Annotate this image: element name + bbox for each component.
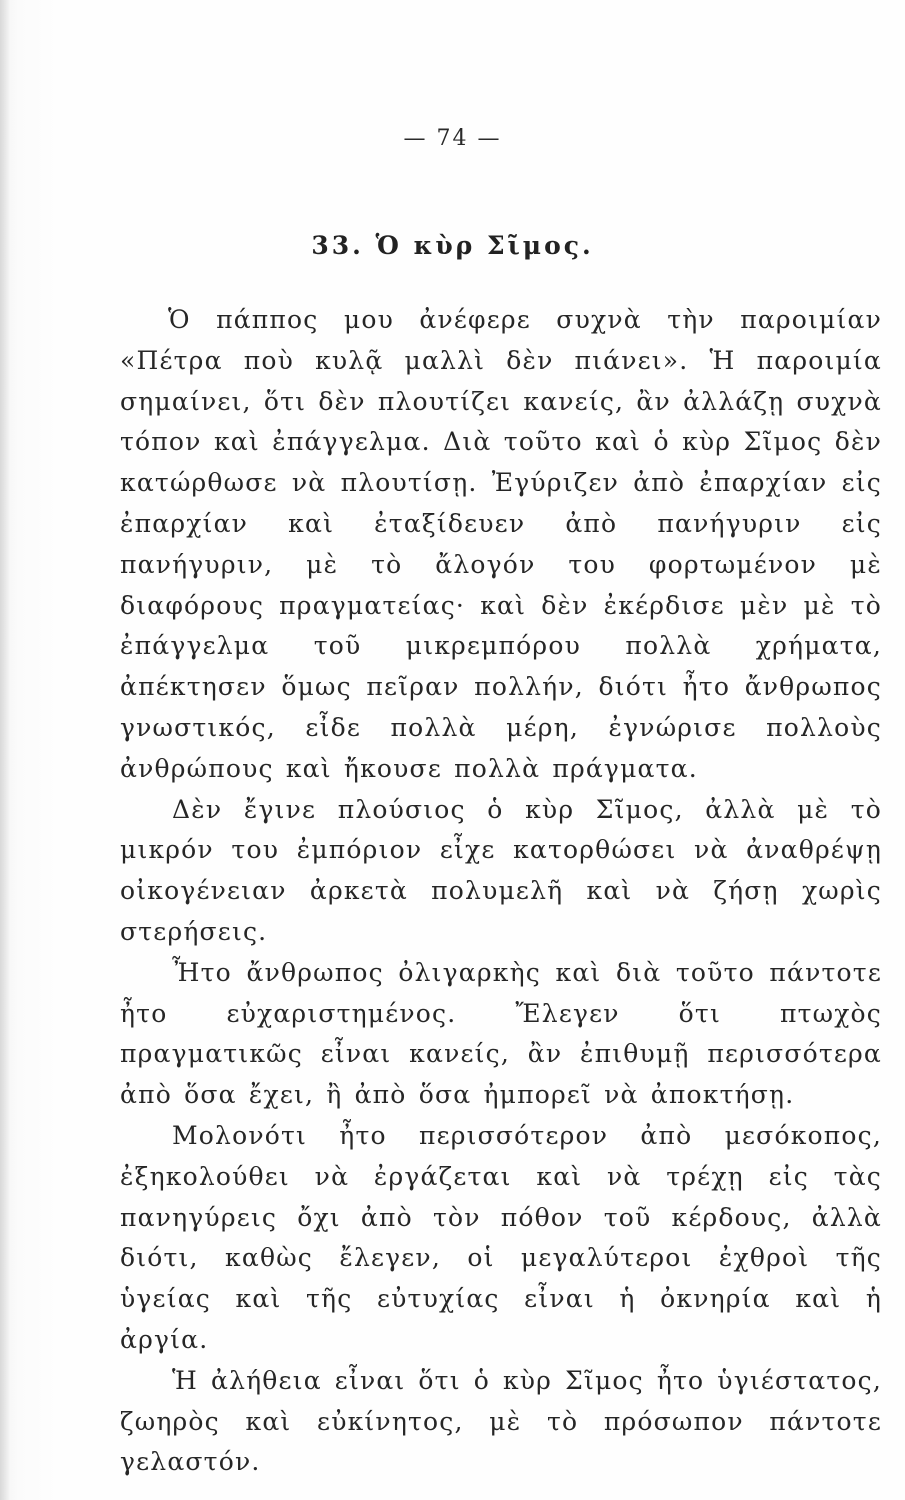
- page-edge-shadow: [0, 0, 10, 1500]
- body-text: [120, 300, 882, 1483]
- paragraph-4: Μολονότι ἦτο περισσότερον ἀπὸ μεσόκοπος, ἐξηκολούθει νὰ ἐργάζεται καὶ νὰ τρέχῃ εἰς τὰς πανηγύρεις ὄχι ἀπὸ τὸν πόθον τοῦ κέρδους, ἀλλὰ διότι, καθὼς ἔλεγεν, οἱ μεγαλύτεροι ἐχθροὶ τῆς ὑγείας καὶ τῆς εὐτυχίας εἶναι ἡ ὀκνηρία καὶ ἡ ἀργία.: [120, 1120, 882, 1354]
- paragraph-2: Δὲν ἔγινε πλούσιος ὁ κὺρ Σῖμος, ἀλλὰ μὲ τὸ μικρόν του ἐμπόριον εἶχε κατορθώσει νὰ ἀναθρέψῃ οἰκογένειαν ἀρκετὰ πολυμελῆ καὶ νὰ ζήσῃ χωρὶς στερήσεις.: [120, 794, 882, 946]
- page-number: — 74 —: [403, 126, 502, 151]
- chapter-title: 33. Ὁ κὺρ Σῖμος.: [311, 231, 594, 260]
- paragraph-5: Ἡ ἀλήθεια εἶναι ὅτι ὁ κὺρ Σῖμος ἦτο ὑγιέστατος, ζωηρὸς καὶ εὐκίνητος, μὲ τὸ πρόσωπον πάντοτε γελαστόν.: [120, 1365, 882, 1477]
- paragraph-3: Ἦτο ἄνθρωπος ὀλιγαρκὴς καὶ διὰ τοῦτο πάντοτε ἦτο εὐχαριστημένος. Ἔλεγεν ὅτι πτωχὸς πραγματικῶς εἶναι κανείς, ἂν ἐπιθυμῇ περισσότερα ἀπὸ ὅσα ἔχει, ἢ ἀπὸ ὅσα ἠμπορεῖ νὰ ἀποκτήσῃ.: [120, 957, 882, 1110]
- paragraph-1: Ὁ πάππος μου ἀνέφερε συχνὰ τὴν παροιμίαν «Πέτρα ποὺ κυλᾷ μαλλὶ δὲν πιάνει». Ἡ παροιμία σημαίνει, ὅτι δὲν πλουτίζει κανείς, ἂν ἀλλάζῃ συχνὰ τόπον καὶ ἐπάγγελμα. Διὰ τοῦτο καὶ ὁ κὺρ Σῖμος δὲν κατώρθωσε νὰ πλουτίσῃ. Ἐγύριζεν ἀπὸ ἐπαρχίαν εἰς ἐπαρχίαν καὶ ἐταξίδευεν ἀπὸ πανήγυριν εἰς πανήγυριν, μὲ τὸ ἄλογόν του φορτωμένον μὲ διαφόρους πραγματείας· καὶ δὲν ἐκέρδισε μὲν μὲ τὸ ἐπάγγελμα τοῦ μικρεμπόρου πολλὰ χρήματα, ἀπέκτησεν ὅμως πεῖραν πολλήν, διότι ἦτο ἄνθρωπος γνωστικός, εἶδε πολλὰ μέρη, ἐγνώρισε πολλοὺς ἀνθρώπους καὶ ἤκουσε πολλὰ πράγματα.: [120, 305, 882, 783]
